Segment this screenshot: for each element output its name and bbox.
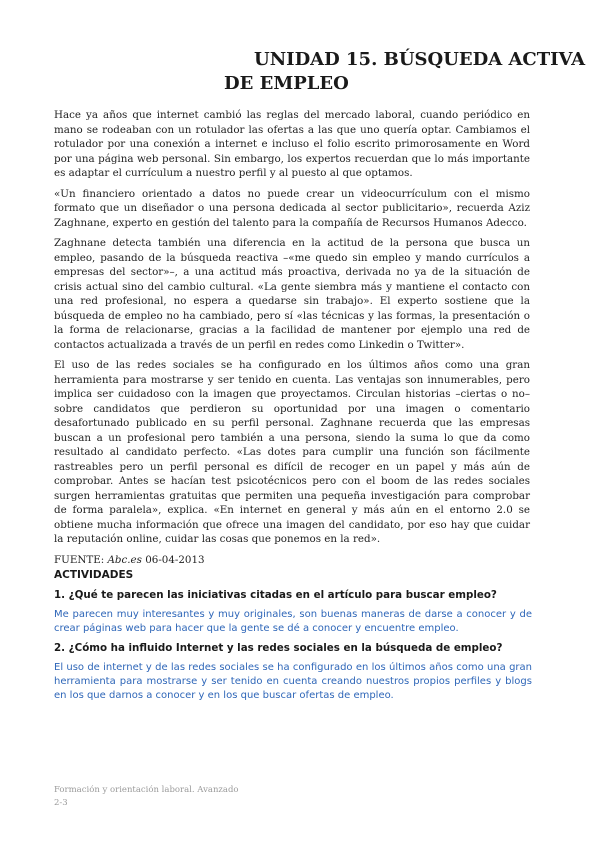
source-name: Abc.es (107, 553, 142, 566)
article-source (54, 553, 530, 568)
activities-heading: ACTIVIDADES (54, 569, 134, 581)
activity-answer: El uso de internet y de las redes sociales se ha configurado en los últimos años como una gran herramienta para mostrarse y ser tenido en cuenta creando nuestros propios perfiles y blogs en los que darnos a conocer y en los que buscar ofertas de empleo. (54, 662, 532, 701)
article-body (54, 108, 530, 567)
activity-question: 2. ¿Cómo ha influido Internet y las redes sociales en la búsqueda de empleo? (54, 642, 503, 654)
page-footer (54, 784, 239, 810)
article-paragraph: Zaghnane detecta también una diferencia en la actitud de la persona que busca un empleo, pasando de la búsqueda reactiva –«me quedo sin empleo y mando currículos a empresas del sector»–, a una actitud más proactiva, derivada no ya de la situación de crisis actual sino del cambio cultural. «La gente siembra más y mantiene el contacto con una red profesional, no espera a quedarse sin trabajo». El experto sostiene que la búsqueda de empleo no ha cambiado, pero sí «las técnicas y las formas, la presentación o la forma de relacionarse, gracias a la facilidad de mantener por ejemplo una red de contactos actualizada a través de un perfil en redes como Linkedin o Twitter». (54, 237, 530, 351)
article-paragraph: El uso de las redes sociales se ha configurado en los últimos años como una gran herramienta para mostrarse y ser tenido en cuenta. Las ventajas son innumerables, pero implica ser cuidadoso con la imagen que proyectamos. Circulan historias –ciertas o no– sobre candidatos que perdieron su oportunidad por una imagen o comentario desafortunado publicado en su perfil personal. Zaghnane recuerda que las empresas buscan a un profesional pero también a una persona, siendo la suma lo que da como resultado al candidato perfecto. «Las dotes para cumplir una función son fácilmente rastreables pero un perfil personal es difícil de recoger en un papel y más aún de comprobar. Antes se hacían test psicotécnicos pero con el boom de las redes sociales surgen herramientas gratuitas que permiten una pequeña investigación para comprobar de forma paralela», explica. «En internet en general y más aún en el entorno 2.0 se obtiene mucha información que ofrece una imagen del candidato, por eso hay que cuidar la reputación online, cuidar las cosas que ponemos en la red». (54, 359, 530, 545)
source-date: 06-04-2013 (145, 553, 205, 566)
article-paragraph: «Un financiero orientado a datos no puede crear un videocurrículum con el mismo formato que un diseñador o una persona dedicada al sector publicitario», recuerda Aziz Zaghnane, experto en gestión del talento para la compañía de Recursos Humanos Adecco. (54, 187, 530, 229)
footer-course: Formación y orientación laboral. Avanzado (54, 785, 239, 795)
footer-page-number: 2-3 (54, 798, 68, 808)
source-label: FUENTE: (54, 553, 105, 566)
title-line-1: UNIDAD 15. BÚSQUEDA ACTIVA (254, 49, 586, 70)
activities-section (54, 569, 532, 709)
activity-answer: Me parecen muy interesantes y muy originales, son buenas maneras de darse a conocer y de crear páginas web para hacer que la gente se dé a conocer y encuentre empleo. (54, 609, 532, 634)
activity-question: 1. ¿Qué te parecen las iniciativas citadas en el artículo para buscar empleo? (54, 589, 497, 601)
article-paragraph: Hace ya años que internet cambió las reglas del mercado laboral, cuando periódico en mano se rodeaban con un rotulador las ofertas a las que uno quería optar. Cambiamos el rotulador por una conexión a internet e incluso el folio escrito primorosamente en Word por una página web personal. Sin embargo, los expertos recuerdan que lo más importante es adaptar el currículum a nuestro perfil y al puesto al que optamos. (54, 109, 530, 179)
title-line-2: DE EMPLEO (224, 73, 349, 94)
